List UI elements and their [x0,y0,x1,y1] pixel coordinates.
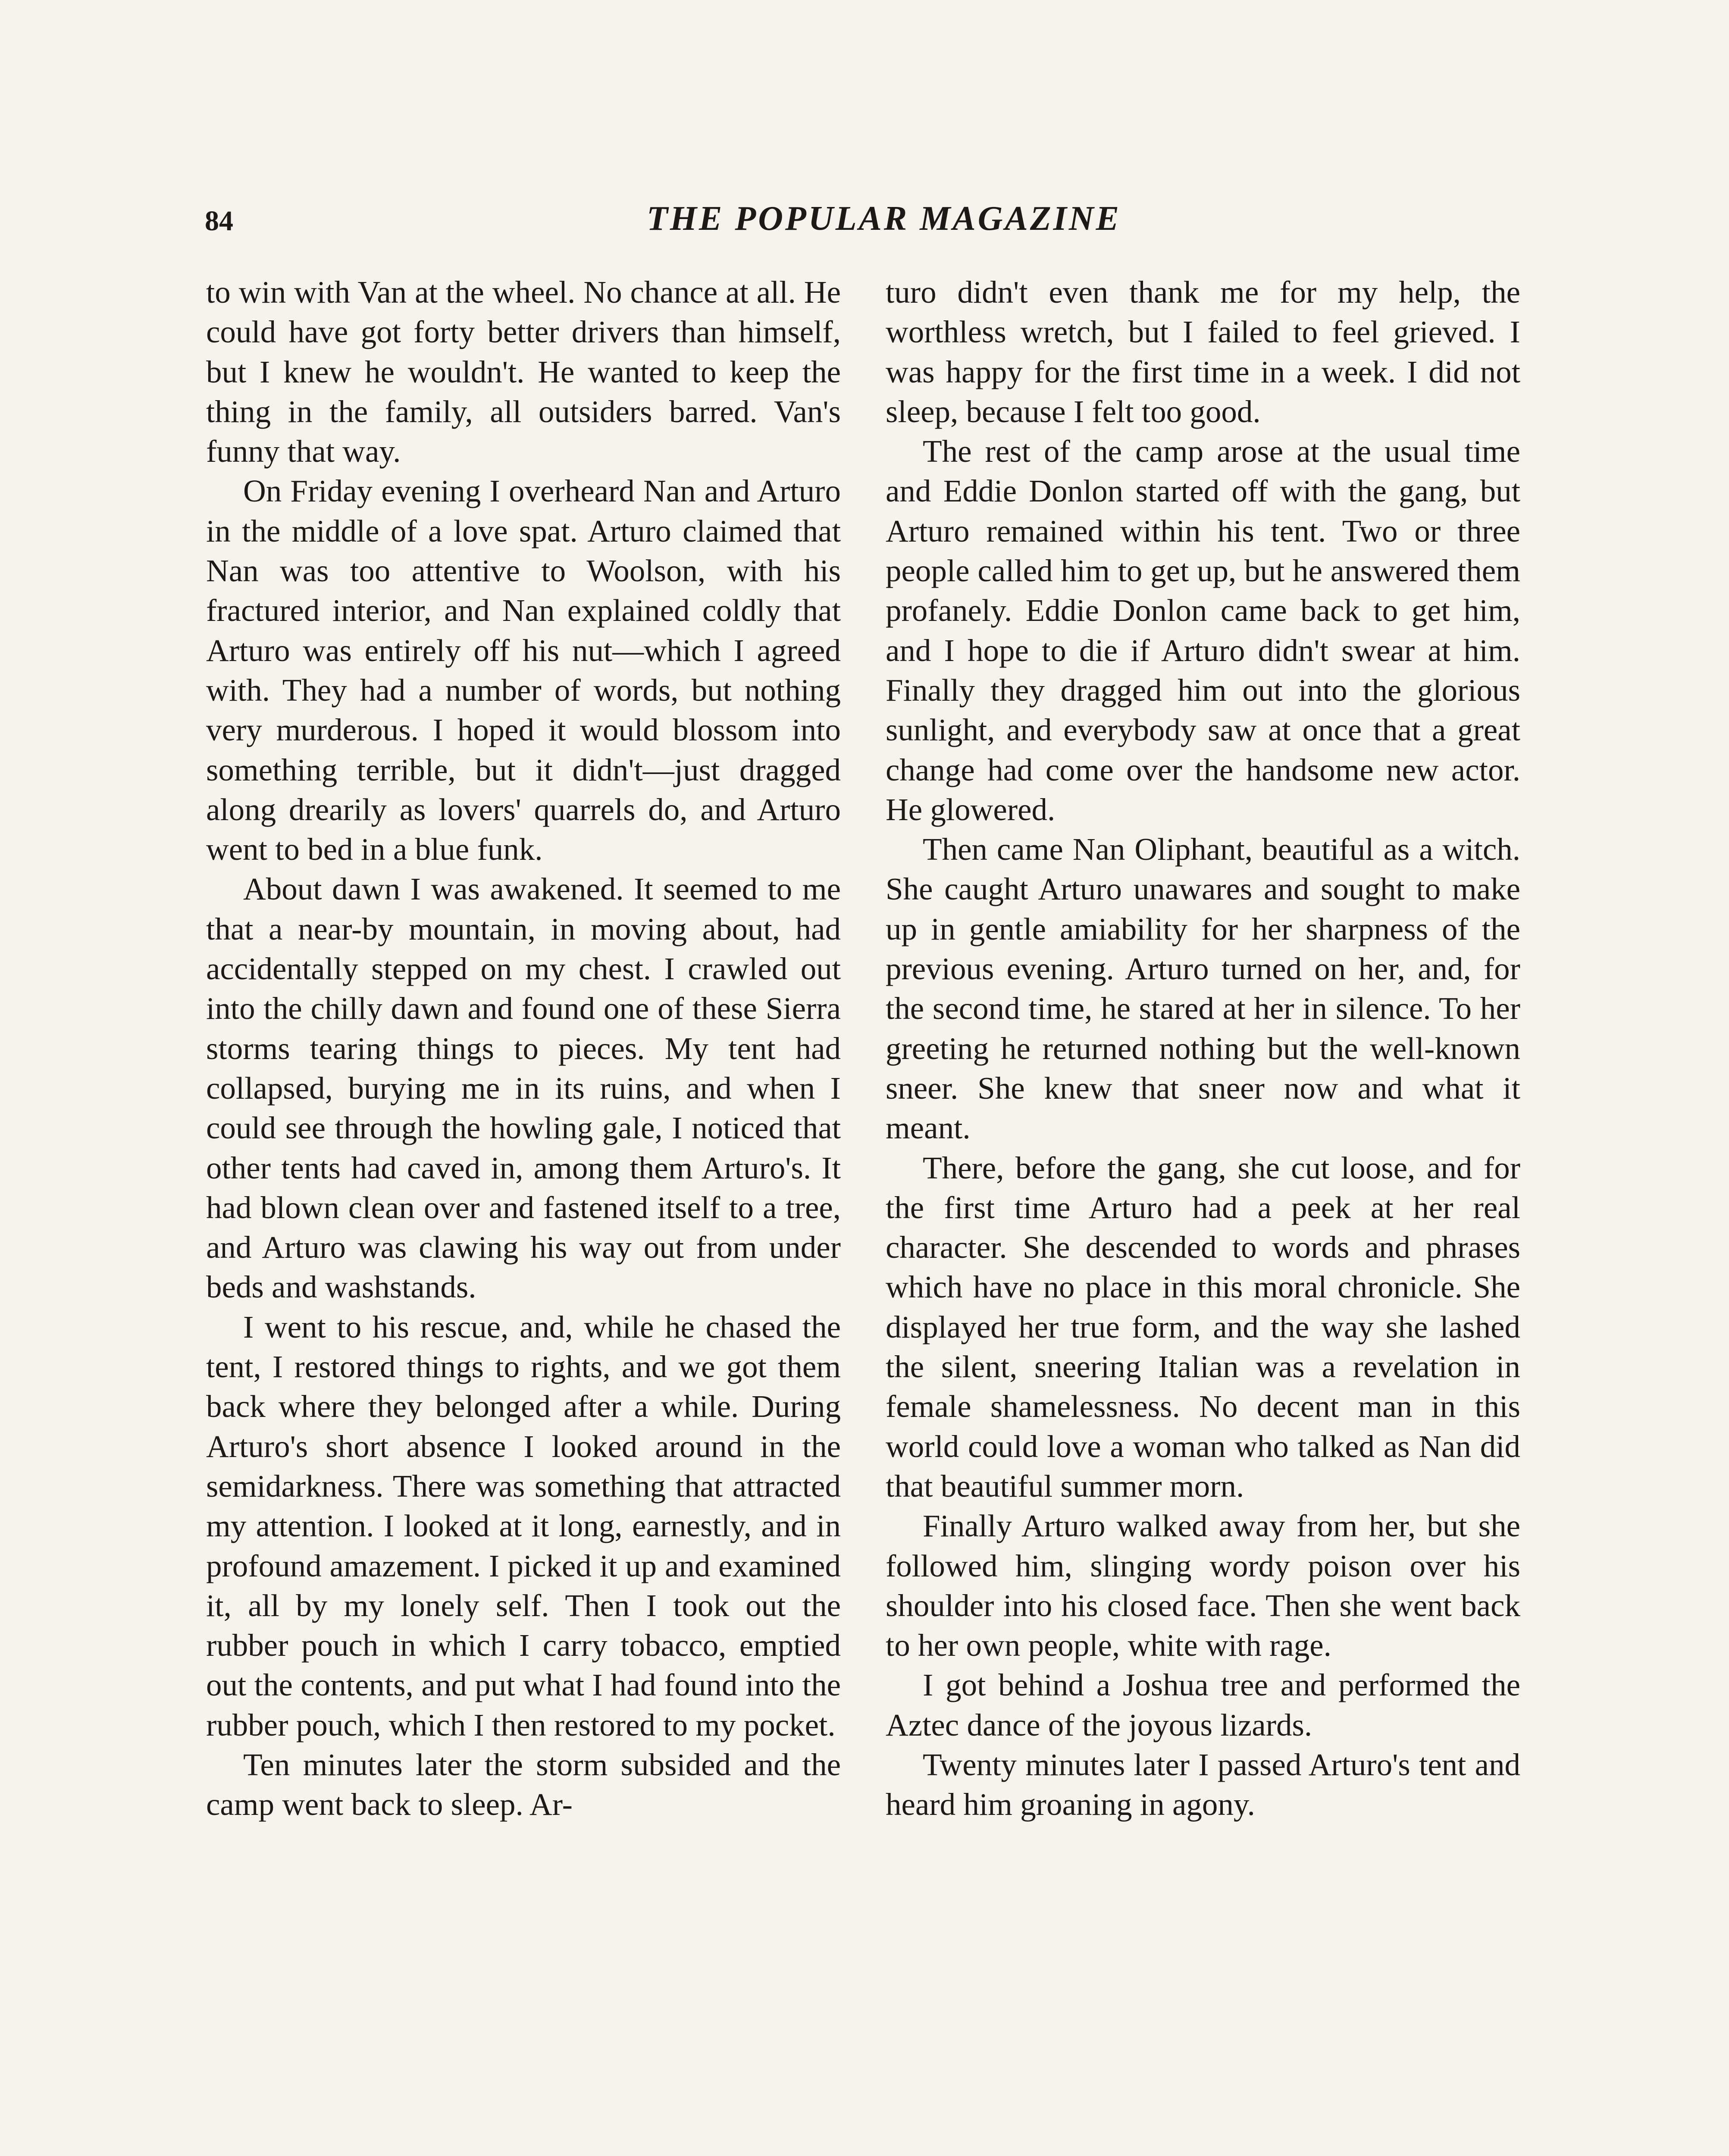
running-title: THE POPULAR MAGAZINE [646,200,1121,238]
paragraph: Ten minutes later the storm subsided and the camp went back to sleep. Ar- [206,1747,841,1822]
paragraph: Finally Arturo walked away from her, but she followed him, slinging wordy poison over his shoulder into his closed face. Then she went back to her own people, white with rage. [886,1508,1520,1663]
right-column [886,273,1520,1825]
paragraph: About dawn I was awakened. It seemed to me that a near-by mountain, in moving about, had accidentally stepped on my chest. I crawled out into the chilly dawn and found one of these Sierra storms tearing things to pieces. My tent had collapsed, burying me in its ruins, and when I could see through the howling gale, I noticed that other tents had caved in, among them Arturo's. It had blown clean over and fastened itself to a tree, and Arturo was clawing his way out from under beds and washstands. [206,871,841,1305]
paragraph: to win with Van at the wheel. No chance at all. He could have got forty better drivers than himself, but I knew he wouldn't. He wanted to keep the thing in the family, all outsiders barred. Van's funny that way. [206,275,841,469]
page-number: 84 [205,205,233,237]
paragraph: turo didn't even thank me for my help, the worthless wretch, but I failed to feel grieved. I was happy for the first time in a week. I did not sleep, because I felt too good. [886,275,1520,429]
paragraph: I went to his rescue, and, while he chased the tent, I restored things to rights, and we got them back where they belonged after a while. During Arturo's short absence I looked around in the semidarkness. There was something that attracted my attention. I looked at it long, earnestly, and in profound amazement. I picked it up and examined it, all by my lonely self. Then I took out the rubber pouch in which I carry tobacco, emptied out the contents, and put what I had found into the rubber pouch, which I then restored to my pocket. [206,1309,841,1742]
paragraph: Twenty minutes later I passed Arturo's tent and heard him groaning in agony. [886,1747,1520,1822]
paragraph: I got behind a Joshua tree and performed the Aztec dance of the joyous lizards. [886,1667,1520,1742]
paragraph: Then came Nan Oliphant, beautiful as a witch. She caught Arturo unawares and sought to make up in gentle amiability for her sharpness of the previous evening. Arturo turned on her, and, for the second time, he stared at her in silence. To her greeting he returned nothing but the well-known sneer. She knew that sneer now and what it meant. [886,832,1520,1146]
paragraph: On Friday evening I overheard Nan and Arturo in the middle of a love spat. Arturo claimed that Nan was too attentive to Woolson, with his fractured interior, and Nan explained coldly that Arturo was entirely off his nut—which I agreed with. They had a number of words, but nothing very murderous. I hoped it would blossom into something terrible, but it didn't—just dragged along drearily as lovers' quarrels do, and Arturo went to bed in a blue funk. [206,473,841,867]
left-column [206,273,841,1825]
paragraph: There, before the gang, she cut loose, and for the first time Arturo had a peek at her real character. She descended to words and phrases which have no place in this moral chronicle. She displayed her true form, and the way she lashed the silent, sneering Italian was a revelation in female shamelessness. No decent man in this world could love a woman who talked as Nan did that beautiful summer morn. [886,1150,1520,1504]
paragraph: The rest of the camp arose at the usual time and Eddie Donlon started off with the gang, but Arturo remained within his tent. Two or three people called him to get up, but he answered them profanely. Eddie Donlon came back to get him, and I hope to die if Arturo didn't swear at him. Finally they dragged him out into the glorious sunlight, and everybody saw at once that a great change had come over the handsome new actor. He glowered. [886,434,1520,827]
